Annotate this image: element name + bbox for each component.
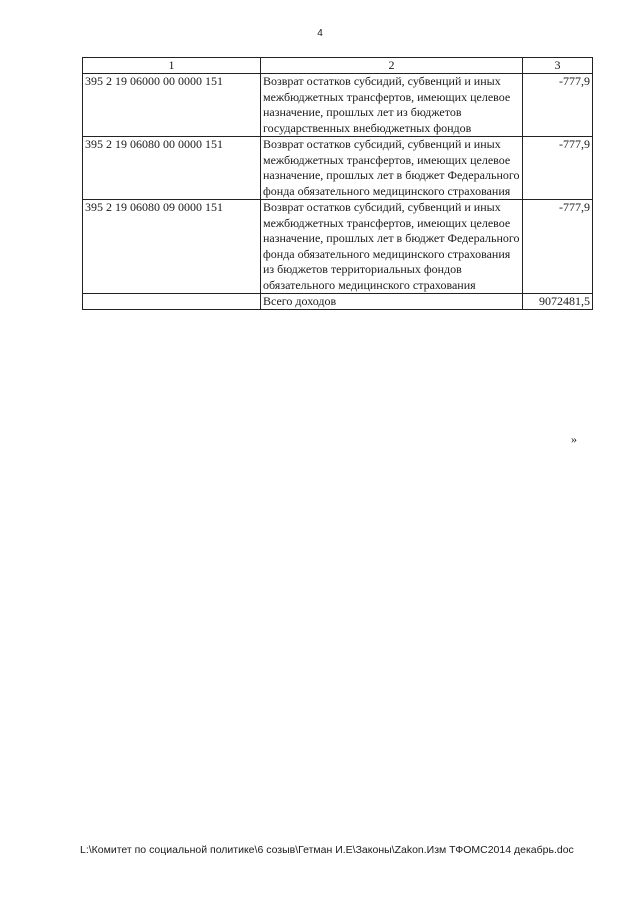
column-header-2: 2: [261, 58, 523, 74]
table-row: [83, 200, 593, 294]
page-number: 4: [317, 28, 323, 39]
revenue-name-cell: Возврат остатков субсидий, субвенций и иных межбюджетных трансфертов, имеющих целевое назначение, прошлых лет из бюджетов государственных внебюджетных фондов: [261, 74, 523, 137]
revenue-table: [82, 57, 593, 310]
total-label-cell: Всего доходов: [261, 294, 523, 310]
revenue-name-cell: Возврат остатков субсидий, субвенций и иных межбюджетных трансфертов, имеющих целевое назначение, прошлых лет в бюджет Федерального фонда обязательного медицинского страхования из бюджетов территориальных фондов обязательного медицинского страхования: [261, 200, 523, 294]
amount-cell: -777,9: [523, 74, 593, 137]
table-row: [83, 137, 593, 200]
total-code-cell: [83, 294, 261, 310]
total-row: [83, 294, 593, 310]
revenue-name-cell: Возврат остатков субсидий, субвенций и иных межбюджетных трансфертов, имеющих целевое назначение, прошлых лет в бюджет Федерального фонда обязательного медицинского страхования: [261, 137, 523, 200]
table-row: [83, 74, 593, 137]
table-header-row: [83, 58, 593, 74]
column-header-3: 3: [523, 58, 593, 74]
budget-code-cell: 395 2 19 06080 09 0000 151: [83, 200, 261, 294]
column-header-1: 1: [83, 58, 261, 74]
footer-file-path: L:\Комитет по социальной политике\6 созыв\Гетман И.Е\Законы\Zakon.Изм ТФОМС2014 декабрь.doc: [80, 844, 574, 856]
budget-code-cell: 395 2 19 06080 00 0000 151: [83, 137, 261, 200]
closing-quote: »: [571, 432, 577, 446]
total-amount-cell: 9072481,5: [523, 294, 593, 310]
budget-code-cell: 395 2 19 06000 00 0000 151: [83, 74, 261, 137]
amount-cell: -777,9: [523, 200, 593, 294]
amount-cell: -777,9: [523, 137, 593, 200]
